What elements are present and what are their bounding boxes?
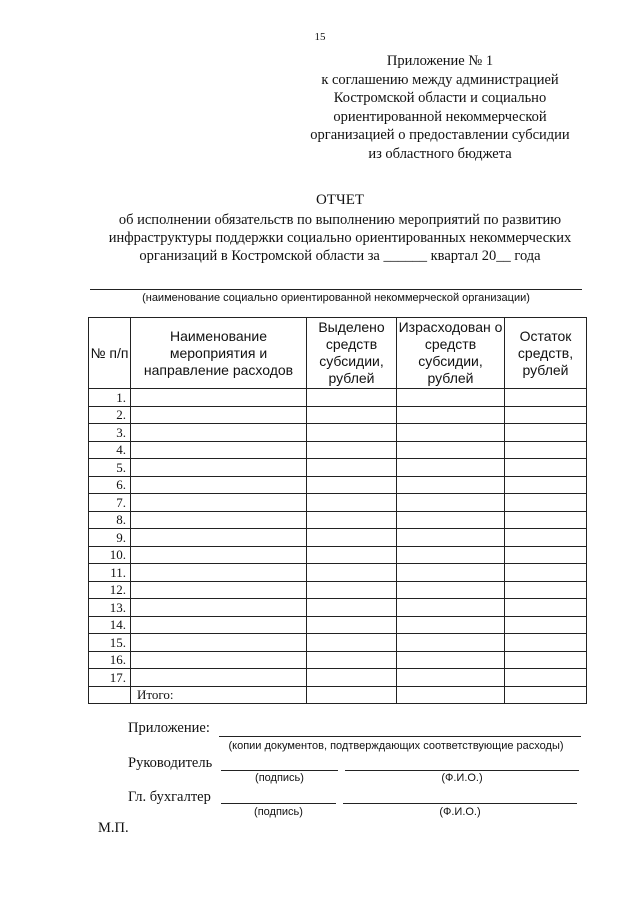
attachment-label: Приложение:: [128, 720, 210, 736]
table-cell[interactable]: [397, 564, 505, 582]
table-row: [89, 476, 587, 494]
table-cell[interactable]: [307, 599, 397, 617]
table-cell[interactable]: [131, 441, 307, 459]
table-cell[interactable]: [397, 476, 505, 494]
row-number: 11.: [89, 564, 131, 582]
row-number: 6.: [89, 476, 131, 494]
row-number: 14.: [89, 616, 131, 634]
table-cell[interactable]: [505, 669, 587, 687]
table-row: [89, 546, 587, 564]
table-cell[interactable]: [307, 424, 397, 442]
table-header-row: [89, 318, 587, 389]
table-cell[interactable]: [131, 406, 307, 424]
accountant-signature-caption: (подпись): [254, 806, 303, 818]
accountant-name-caption: (Ф.И.О.): [439, 806, 481, 818]
table-row: [89, 424, 587, 442]
report-subtitle-line: организаций в Костромской области за ______ квартал 20__ года: [139, 248, 541, 264]
row-number: 3.: [89, 424, 131, 442]
table-cell[interactable]: [397, 599, 505, 617]
table-row: [89, 669, 587, 687]
table-cell[interactable]: [131, 669, 307, 687]
table-cell[interactable]: [131, 616, 307, 634]
header-spent: Израсходован о средств субсидии, рублей: [397, 318, 505, 389]
row-number: 5.: [89, 459, 131, 477]
head-signature-caption: (подпись): [255, 772, 304, 784]
table-cell[interactable]: [505, 494, 587, 512]
total-cell[interactable]: [307, 686, 397, 704]
table-row: [89, 511, 587, 529]
table-cell[interactable]: [505, 476, 587, 494]
row-number: 2.: [89, 406, 131, 424]
header-number: № п/п: [89, 318, 131, 389]
table-row: [89, 406, 587, 424]
org-name-caption: (наименование социально ориентированной некоммерческой организации): [142, 292, 530, 304]
table-cell[interactable]: [131, 529, 307, 547]
table-cell[interactable]: [131, 424, 307, 442]
table-cell[interactable]: [505, 651, 587, 669]
row-number: 13.: [89, 599, 131, 617]
table-cell[interactable]: [505, 389, 587, 407]
table-row: [89, 459, 587, 477]
report-subtitle-line: об исполнении обязательств по выполнению мероприятий по развитию: [118, 212, 562, 228]
row-number: 1.: [89, 389, 131, 407]
table-cell[interactable]: [397, 616, 505, 634]
table-cell[interactable]: [307, 389, 397, 407]
total-cell[interactable]: [505, 686, 587, 704]
table-row: [89, 529, 587, 547]
table-cell[interactable]: [307, 564, 397, 582]
table-cell[interactable]: [505, 441, 587, 459]
table-cell[interactable]: [397, 634, 505, 652]
row-number: 7.: [89, 494, 131, 512]
table-cell[interactable]: [505, 529, 587, 547]
table-cell[interactable]: [307, 529, 397, 547]
head-signature-field[interactable]: [221, 756, 338, 771]
table-cell[interactable]: [397, 529, 505, 547]
table-cell[interactable]: [307, 634, 397, 652]
attachment-caption: (копии документов, подтверждающих соответствующие расходы): [228, 740, 564, 752]
row-number: 12.: [89, 581, 131, 599]
table-row: [89, 651, 587, 669]
total-number-cell: [89, 686, 131, 704]
table-cell[interactable]: [131, 581, 307, 599]
appendix-line: Костромской области и социально: [333, 90, 547, 106]
table-cell[interactable]: [505, 511, 587, 529]
accountant-name-field[interactable]: [343, 789, 577, 804]
table-cell[interactable]: [131, 599, 307, 617]
table-cell[interactable]: [307, 581, 397, 599]
table-cell[interactable]: [397, 389, 505, 407]
head-label: Руководитель: [128, 755, 213, 771]
table-row: [89, 581, 587, 599]
table-cell[interactable]: [397, 424, 505, 442]
table-cell[interactable]: [505, 616, 587, 634]
appendix-line: из областного бюджета: [368, 145, 512, 162]
table-row: [89, 634, 587, 652]
table-row: [89, 494, 587, 512]
table-row: [89, 616, 587, 634]
table-cell[interactable]: [397, 669, 505, 687]
table-cell[interactable]: [307, 494, 397, 512]
table-cell[interactable]: [307, 459, 397, 477]
head-name-caption: (Ф.И.О.): [441, 772, 483, 784]
table-cell[interactable]: [307, 476, 397, 494]
table-cell[interactable]: [505, 564, 587, 582]
table-cell[interactable]: [307, 669, 397, 687]
table-row: [89, 389, 587, 407]
table-cell[interactable]: [131, 651, 307, 669]
row-number: 16.: [89, 651, 131, 669]
report-subtitle: [90, 211, 590, 265]
table-row: [89, 441, 587, 459]
accountant-label: Гл. бухгалтер: [128, 789, 211, 805]
table-cell[interactable]: [505, 581, 587, 599]
appendix-line: к соглашению между администрацией: [321, 71, 559, 88]
org-name-line[interactable]: [90, 289, 582, 290]
row-number: 17.: [89, 669, 131, 687]
header-activity: Наименование мероприятия и направление расходов: [131, 318, 307, 389]
table-cell[interactable]: [307, 616, 397, 634]
seal-label: М.П.: [98, 820, 129, 836]
total-cell[interactable]: [397, 686, 505, 704]
report-table: [88, 317, 587, 704]
table-row: [89, 564, 587, 582]
header-allocated: Выделено средств субсидии, рублей: [307, 318, 397, 389]
table-cell[interactable]: [397, 494, 505, 512]
report-title: ОТЧЕТ: [315, 192, 365, 208]
table-cell[interactable]: [505, 459, 587, 477]
accountant-signature-field[interactable]: [221, 789, 336, 804]
table-cell[interactable]: [307, 546, 397, 564]
header-remaining: Остаток средств, рублей: [505, 318, 587, 389]
table-cell[interactable]: [505, 424, 587, 442]
table-cell[interactable]: [397, 441, 505, 459]
total-label: Итого:: [131, 686, 307, 704]
table-cell[interactable]: [131, 546, 307, 564]
page-number: 15: [314, 31, 326, 43]
appendix-line: ориентированной некоммерческой: [333, 108, 547, 125]
row-number: 15.: [89, 634, 131, 652]
table-cell[interactable]: [505, 634, 587, 652]
table-cell[interactable]: [131, 459, 307, 477]
row-number: 8.: [89, 511, 131, 529]
report-subtitle-line: инфраструктуры поддержки социально ориентированных некоммерческих: [108, 230, 572, 246]
appendix-header: [305, 52, 575, 163]
table-cell[interactable]: [131, 511, 307, 529]
table-cell[interactable]: [397, 581, 505, 599]
total-row: [89, 686, 587, 704]
attachment-field[interactable]: [219, 722, 581, 737]
appendix-line: организацией о предоставлении субсидии: [310, 127, 570, 143]
table-cell[interactable]: [307, 441, 397, 459]
table-cell[interactable]: [397, 459, 505, 477]
table-cell[interactable]: [131, 634, 307, 652]
table-row: [89, 599, 587, 617]
table-cell[interactable]: [397, 546, 505, 564]
head-name-field[interactable]: [345, 756, 579, 771]
table-cell[interactable]: [505, 406, 587, 424]
row-number: 4.: [89, 441, 131, 459]
table-body: [89, 389, 587, 704]
appendix-line: Приложение № 1: [386, 53, 494, 69]
row-number: 10.: [89, 546, 131, 564]
table-cell[interactable]: [131, 494, 307, 512]
row-number: 9.: [89, 529, 131, 547]
table-cell[interactable]: [397, 511, 505, 529]
table-cell[interactable]: [505, 546, 587, 564]
table-cell[interactable]: [131, 476, 307, 494]
table-cell[interactable]: [131, 389, 307, 407]
table-cell[interactable]: [307, 406, 397, 424]
table-cell[interactable]: [505, 599, 587, 617]
table-cell[interactable]: [307, 511, 397, 529]
table-cell[interactable]: [397, 406, 505, 424]
table-cell[interactable]: [397, 651, 505, 669]
table-cell[interactable]: [131, 564, 307, 582]
table-cell[interactable]: [307, 651, 397, 669]
